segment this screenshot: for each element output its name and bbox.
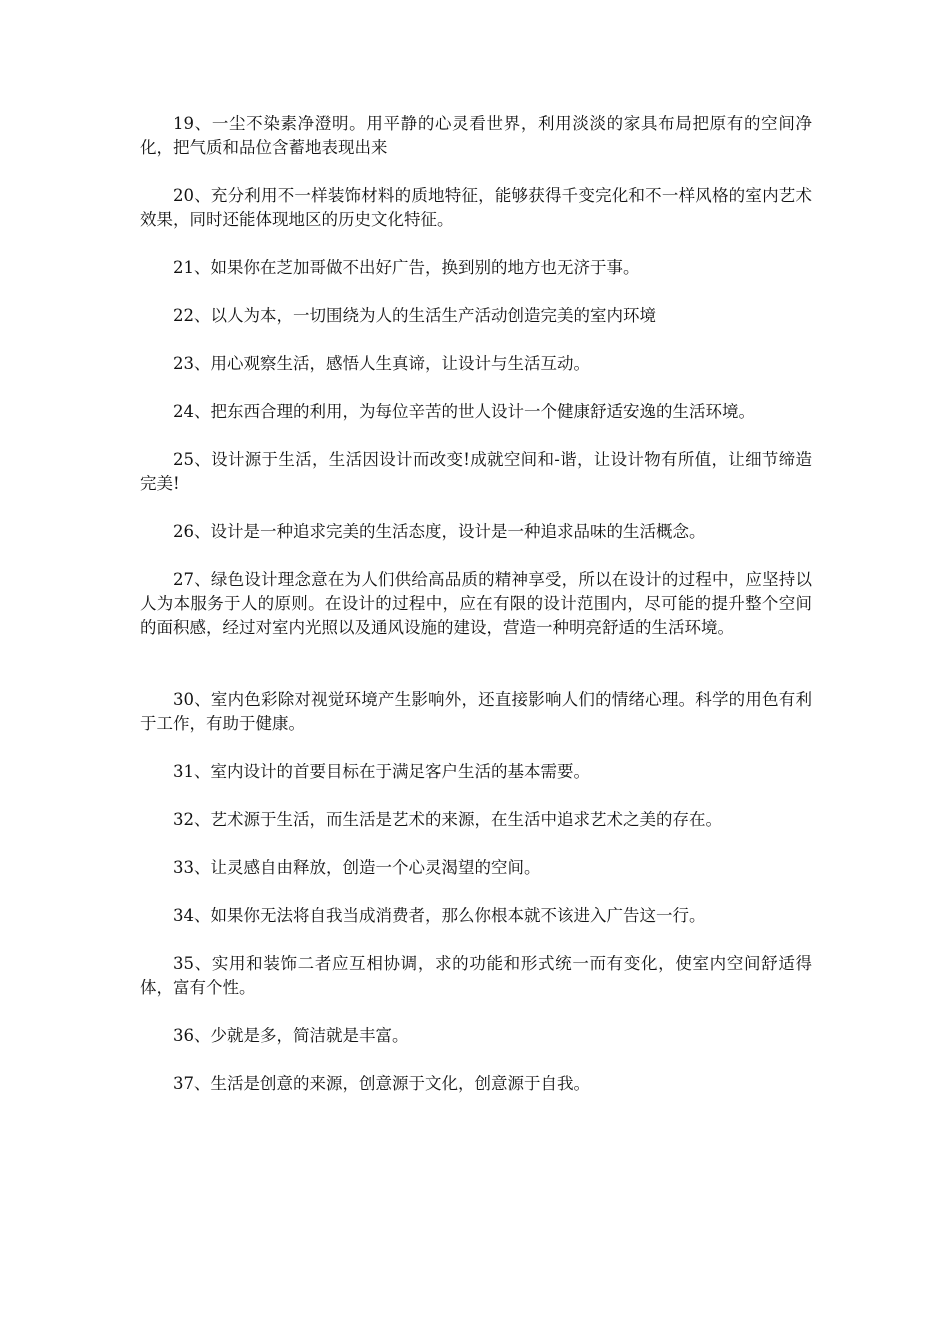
paragraph-25: 25、设计源于生活，生活因设计而改变!成就空间和-谐，让设计物有所值，让细节缔造完美! <box>140 450 812 493</box>
paragraph-21: 21、如果你在芝加哥做不出好广告，换到别的地方也无济于事。 <box>173 258 640 277</box>
paragraph-23: 23、用心观察生活，感悟人生真谛，让设计与生活互动。 <box>173 354 590 373</box>
paragraph-36: 36、少就是多，简洁就是丰富。 <box>173 1026 409 1045</box>
paragraph-33: 33、让灵感自由释放，创造一个心灵渴望的空间。 <box>173 858 541 877</box>
paragraph-20: 20、充分利用不一样装饰材料的质地特征，能够获得千变完化和不一样风格的室内艺术效果，同时还能体现地区的历史文化特征。 <box>140 186 812 229</box>
paragraph-gap <box>140 664 812 688</box>
paragraph-34: 34、如果你无法将自我当成消费者，那么你根本就不该进入广告这一行。 <box>173 906 706 925</box>
paragraph-32: 32、艺术源于生活，而生活是艺术的来源，在生活中追求艺术之美的存在。 <box>173 810 722 829</box>
paragraph-26: 26、设计是一种追求完美的生活态度，设计是一种追求品味的生活概念。 <box>173 522 706 541</box>
paragraph-22: 22、以人为本，一切围绕为人的生活生产活动创造完美的室内环境 <box>173 306 656 325</box>
paragraph-30: 30、室内色彩除对视觉环境产生影响外，还直接影响人们的情绪心理。科学的用色有利于工作，有助于健康。 <box>140 690 812 733</box>
paragraph-31: 31、室内设计的首要目标在于满足客户生活的基本需要。 <box>173 762 590 781</box>
document-body <box>140 112 812 1120</box>
paragraph-35: 35、实用和装饰二者应互相协调，求的功能和形式统一而有变化，使室内空间舒适得体，富有个性。 <box>140 954 812 997</box>
paragraph-19: 19、一尘不染素净澄明。用平静的心灵看世界，利用淡淡的家具布局把原有的空间净化，把气质和品位含蓄地表现出来 <box>140 114 812 157</box>
paragraph-37: 37、生活是创意的来源，创意源于文化，创意源于自我。 <box>173 1074 590 1093</box>
paragraph-27: 27、绿色设计理念意在为人们供给高品质的精神享受，所以在设计的过程中，应坚持以人为本服务于人的原则。在设计的过程中，应在有限的设计范围内，尽可能的提升整个空间的面积感，经过对室内光照以及通风设施的建设，营造一种明亮舒适的生活环境。 <box>140 570 812 637</box>
paragraph-24: 24、把东西合理的利用，为每位辛苦的世人设计一个健康舒适安逸的生活环境。 <box>173 402 755 421</box>
